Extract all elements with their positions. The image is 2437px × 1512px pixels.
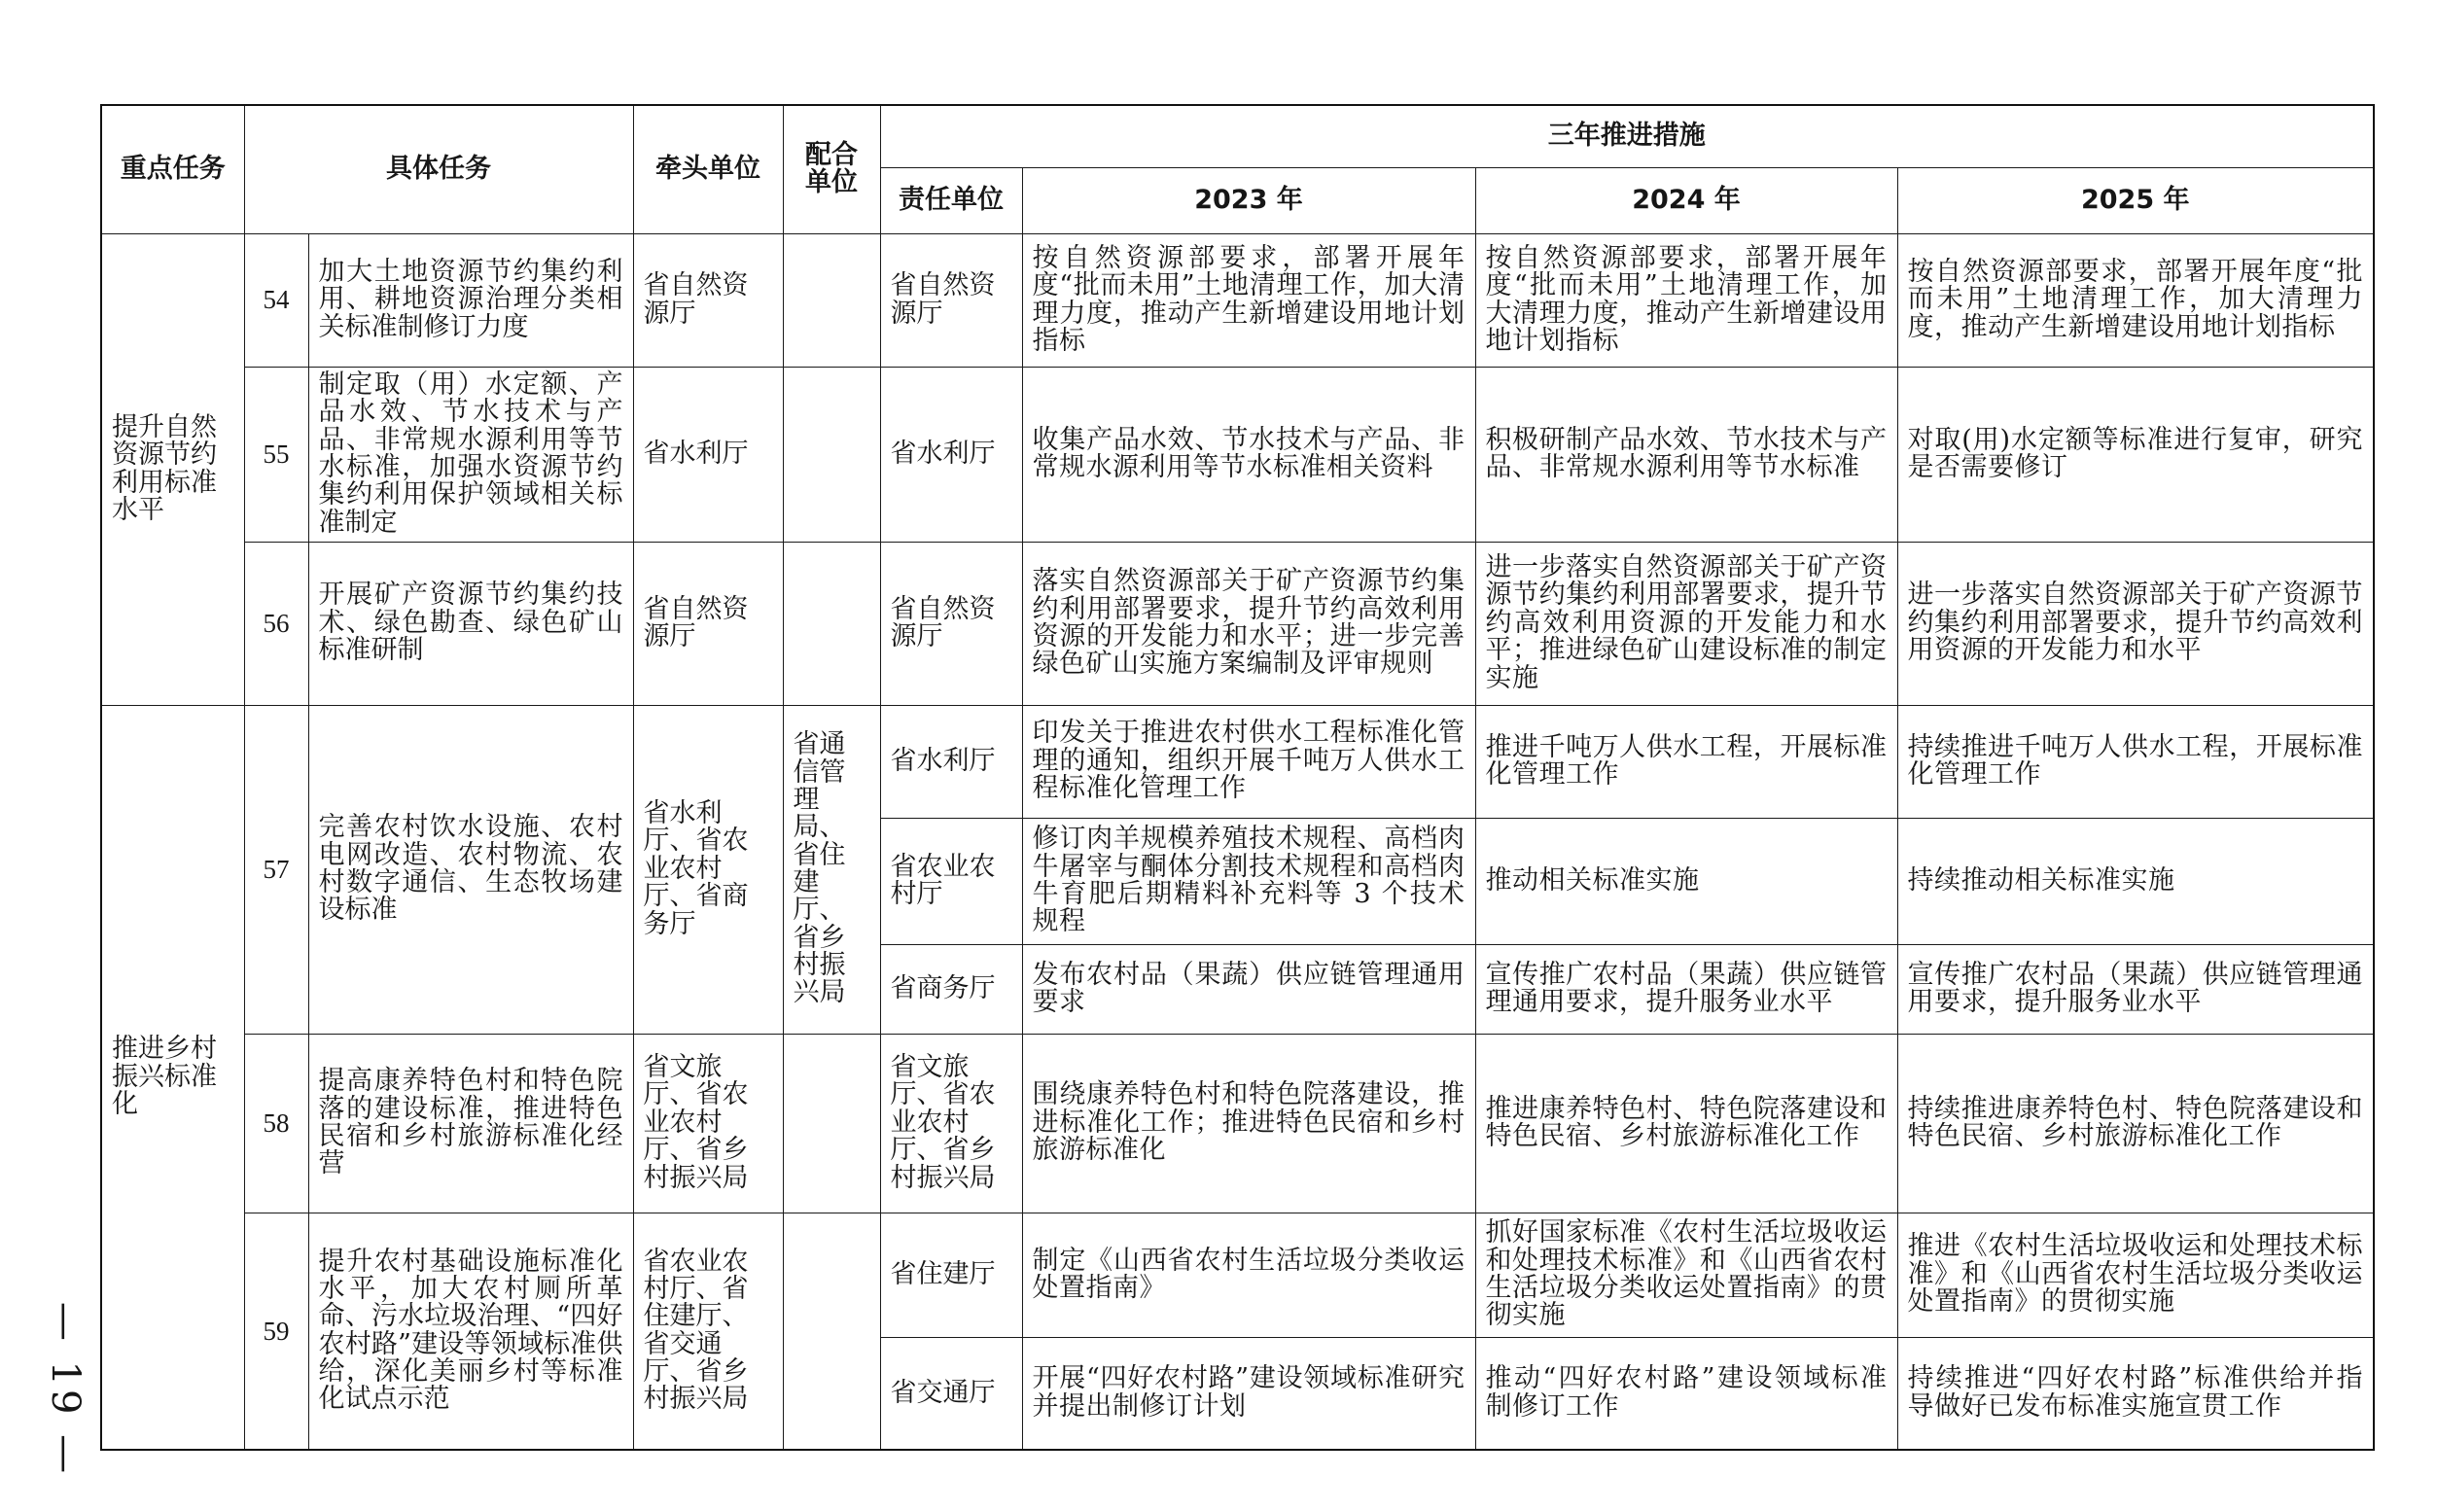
table-row bbox=[101, 1213, 2374, 1337]
plan-2025: 持续推动相关标准实施 bbox=[1897, 818, 2374, 944]
plan-2024: 推动相关标准实施 bbox=[1475, 818, 1897, 944]
coop-unit bbox=[783, 1034, 880, 1213]
plan-2023: 制定《山西省农村生活垃圾分类收运处置指南》 bbox=[1022, 1213, 1475, 1337]
header-key-task: 重点任务 bbox=[101, 105, 244, 233]
page-number: — 19 — bbox=[43, 1301, 88, 1478]
plan-2023: 开展“四好农村路”建设领域标准研究并提出制修订计划 bbox=[1022, 1337, 1475, 1450]
lead-unit: 省自然资源厅 bbox=[633, 542, 783, 705]
resp-unit: 省文旅厅、省农业农村厅、省乡村振兴局 bbox=[880, 1034, 1022, 1213]
header-lead-unit: 牵头单位 bbox=[633, 105, 783, 233]
task-number: 57 bbox=[244, 705, 308, 1034]
task-description: 完善农村饮水设施、农村电网改造、农村物流、农村数字通信、生态牧场建设标准 bbox=[308, 705, 633, 1034]
plan-2023: 按自然资源部要求，部署开展年度“批而未用”土地清理工作，加大清理力度，推动产生新增建设用地计划指标 bbox=[1022, 233, 1475, 367]
plan-2024: 抓好国家标准《农村生活垃圾收运和处理技术标准》和《山西省农村生活垃圾分类收运处置指南》的贯彻实施 bbox=[1475, 1213, 1897, 1337]
task-number: 54 bbox=[244, 233, 308, 367]
table-row bbox=[101, 233, 2374, 367]
plan-2024: 推动“四好农村路”建设领域标准制修订工作 bbox=[1475, 1337, 1897, 1450]
plan-2024: 进一步落实自然资源部关于矿产资源节约集约利用部署要求，提升节约高效利用资源的开发能力和水平；推进绿色矿山建设标准的制定实施 bbox=[1475, 542, 1897, 705]
task-description: 开展矿产资源节约集约技术、绿色勘查、绿色矿山标准研制 bbox=[308, 542, 633, 705]
task-description: 提高康养特色村和特色院落的建设标准，推进特色民宿和乡村旅游标准化经营 bbox=[308, 1034, 633, 1213]
resp-unit: 省自然资源厅 bbox=[880, 542, 1022, 705]
resp-unit: 省交通厅 bbox=[880, 1337, 1022, 1450]
plan-2024: 宣传推广农村品（果蔬）供应链管理通用要求，提升服务业水平 bbox=[1475, 944, 1897, 1034]
table-row bbox=[101, 1034, 2374, 1213]
plan-2025: 对取(用)水定额等标准进行复审，研究是否需要修订 bbox=[1897, 367, 2374, 542]
plan-2024: 推进千吨万人供水工程，开展标准化管理工作 bbox=[1475, 705, 1897, 818]
task-number: 56 bbox=[244, 542, 308, 705]
plan-2024: 按自然资源部要求，部署开展年度“批而未用”土地清理工作，加大清理力度，推动产生新增建设用地计划指标 bbox=[1475, 233, 1897, 367]
coop-unit bbox=[783, 542, 880, 705]
header-coop-unit: 配合单位 bbox=[783, 105, 880, 233]
header-three-year: 三年推进措施 bbox=[880, 105, 2374, 167]
task-number: 58 bbox=[244, 1034, 308, 1213]
header-2023: 2023 年 bbox=[1022, 167, 1475, 233]
plan-2023: 印发关于推进农村供水工程标准化管理的通知，组织开展千吨万人供水工程标准化管理工作 bbox=[1022, 705, 1475, 818]
table-row bbox=[101, 705, 2374, 818]
plan-2023: 围绕康养特色村和特色院落建设，推进标准化工作；推进特色民宿和乡村旅游标准化 bbox=[1022, 1034, 1475, 1213]
header-2024: 2024 年 bbox=[1475, 167, 1897, 233]
coop-unit: 省通信管理局、省住建厅、省乡村振兴局 bbox=[783, 705, 880, 1034]
header-2025: 2025 年 bbox=[1897, 167, 2374, 233]
plan-2025: 推进《农村生活垃圾收运和处理技术标准》和《山西省农村生活垃圾分类收运处置指南》的贯彻实施 bbox=[1897, 1213, 2374, 1337]
coop-unit bbox=[783, 367, 880, 542]
header-resp-unit: 责任单位 bbox=[880, 167, 1022, 233]
plan-2025: 按自然资源部要求，部署开展年度“批而未用”土地清理工作，加大清理力度，推动产生新增建设用地计划指标 bbox=[1897, 233, 2374, 367]
plan-2025: 宣传推广农村品（果蔬）供应链管理通用要求，提升服务业水平 bbox=[1897, 944, 2374, 1034]
coop-unit bbox=[783, 233, 880, 367]
lead-unit: 省农业农村厅、省住建厅、省交通厅、省乡村振兴局 bbox=[633, 1213, 783, 1450]
plan-2023: 收集产品水效、节水技术与产品、非常规水源利用等节水标准相关资料 bbox=[1022, 367, 1475, 542]
plan-2023: 修订肉羊规模养殖技术规程、高档肉牛屠宰与酮体分割技术规程和高档肉牛育肥后期精料补充料等 3 个技术规程 bbox=[1022, 818, 1475, 944]
task-description: 提升农村基础设施标准化水平，加大农村厕所革命、污水垃圾治理、“四好农村路”建设等领域标准供给，深化美丽乡村等标准化试点示范 bbox=[308, 1213, 633, 1450]
plan-2025: 持续推进“四好农村路”标准供给并指导做好已发布标准实施宣贯工作 bbox=[1897, 1337, 2374, 1450]
plan-2025: 进一步落实自然资源部关于矿产资源节约集约利用部署要求，提升节约高效利用资源的开发能力和水平 bbox=[1897, 542, 2374, 705]
key-task-cell: 推进乡村振兴标准化 bbox=[101, 705, 244, 1450]
resp-unit: 省水利厅 bbox=[880, 367, 1022, 542]
task-description: 制定取（用）水定额、产品水效、节水技术与产品、非常规水源利用等节水标准，加强水资源节约集约利用保护领域相关标准制定 bbox=[308, 367, 633, 542]
resp-unit: 省商务厅 bbox=[880, 944, 1022, 1034]
plan-2023: 落实自然资源部关于矿产资源节约集约利用部署要求，提升节约高效利用资源的开发能力和水平；进一步完善绿色矿山实施方案编制及评审规则 bbox=[1022, 542, 1475, 705]
task-number: 55 bbox=[244, 367, 308, 542]
plan-2025: 持续推进康养特色村、特色院落建设和特色民宿、乡村旅游标准化工作 bbox=[1897, 1034, 2374, 1213]
task-number: 59 bbox=[244, 1213, 308, 1450]
plan-2024: 积极研制产品水效、节水技术与产品、非常规水源利用等节水标准 bbox=[1475, 367, 1897, 542]
table-row bbox=[101, 367, 2374, 542]
coop-unit bbox=[783, 1213, 880, 1450]
table-row bbox=[101, 542, 2374, 705]
plan-2025: 持续推进千吨万人供水工程，开展标准化管理工作 bbox=[1897, 705, 2374, 818]
lead-unit: 省水利厅 bbox=[633, 367, 783, 542]
lead-unit: 省水利厅、省农业农村厅、省商务厅 bbox=[633, 705, 783, 1034]
resp-unit: 省自然资源厅 bbox=[880, 233, 1022, 367]
standards-task-table bbox=[100, 104, 2375, 1451]
resp-unit: 省农业农村厅 bbox=[880, 818, 1022, 944]
resp-unit: 省住建厅 bbox=[880, 1213, 1022, 1337]
task-description: 加大土地资源节约集约利用、耕地资源治理分类相关标准制修订力度 bbox=[308, 233, 633, 367]
header-specific-task: 具体任务 bbox=[244, 105, 633, 233]
resp-unit: 省水利厅 bbox=[880, 705, 1022, 818]
lead-unit: 省文旅厅、省农业农村厅、省乡村振兴局 bbox=[633, 1034, 783, 1213]
key-task-cell: 提升自然资源节约利用标准水平 bbox=[101, 233, 244, 705]
plan-2024: 推进康养特色村、特色院落建设和特色民宿、乡村旅游标准化工作 bbox=[1475, 1034, 1897, 1213]
lead-unit: 省自然资源厅 bbox=[633, 233, 783, 367]
plan-2023: 发布农村品（果蔬）供应链管理通用要求 bbox=[1022, 944, 1475, 1034]
